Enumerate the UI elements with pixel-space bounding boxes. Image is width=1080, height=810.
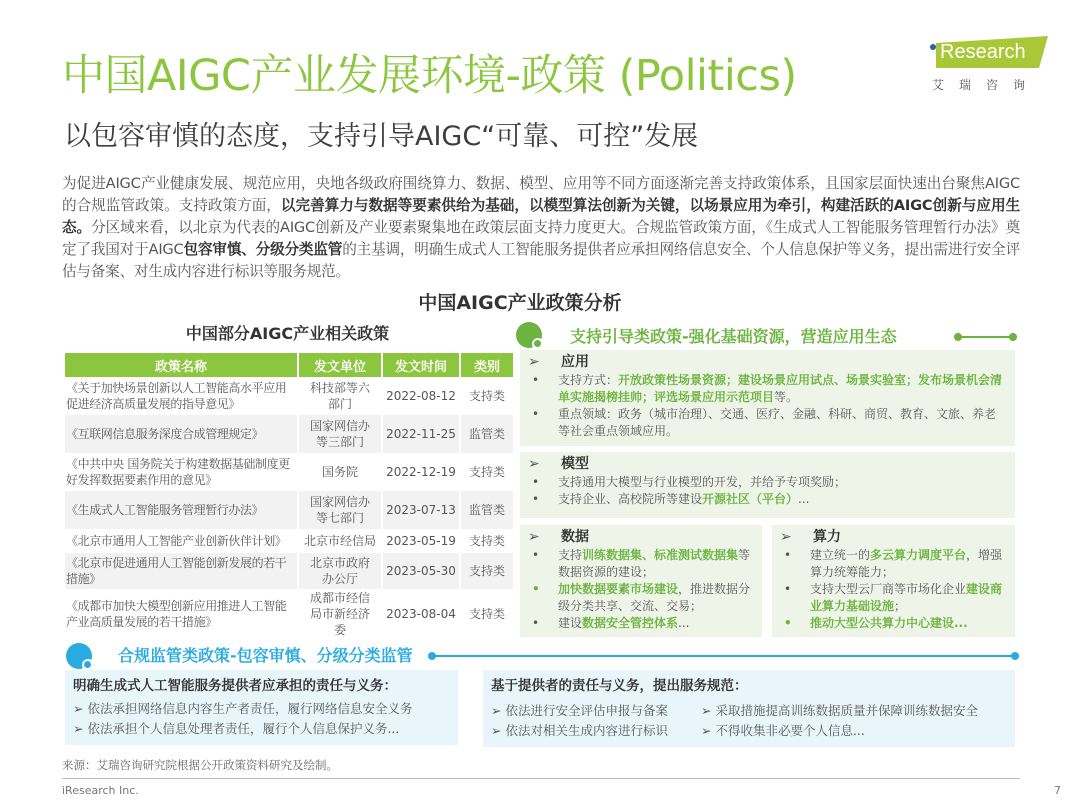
policy-name: 《关于加快场景创新以人工智能高水平应用促进经济高质量发展的指导意见》 xyxy=(66,381,287,411)
list-item: 支持企业、高校院所等建设开源社区（平台）... xyxy=(558,492,810,506)
column-header: 发文时间 xyxy=(383,353,459,377)
category: 支持类 xyxy=(468,534,505,548)
column-header: 政策名称 xyxy=(65,353,297,377)
box-heading: 基于提供者的责任与义务，提出服务规范： xyxy=(491,678,748,694)
box-data xyxy=(520,525,762,637)
issue-date: 2023-05-19 xyxy=(386,534,456,548)
logo-cn: 艾瑞咨询 xyxy=(932,78,1041,92)
list-item: ➢ 不得收集非必要个人信息... xyxy=(701,723,865,738)
policy-name: 《北京市促进通用人工智能创新发展的若干措施》 xyxy=(65,553,297,589)
box-heading: 算力 xyxy=(813,529,841,545)
list-item: 建立统一的多云算力调度平台，增强算力统筹能力； xyxy=(810,548,1003,579)
table-row xyxy=(65,589,513,639)
box-compute xyxy=(772,525,1015,637)
box-heading: 模型 xyxy=(561,456,589,472)
category: 监管类 xyxy=(461,415,513,453)
list-item: ➢ 依法承担网络信息内容生产者责任，履行网络信息安全义务 xyxy=(73,701,413,716)
issuer: 科技部等六部门 xyxy=(309,381,370,411)
table-row xyxy=(65,415,513,453)
arrow-icon: ➢ xyxy=(780,529,792,545)
list-item: ➢ 依法对相关生成内容进行标识 xyxy=(491,723,668,738)
issuer: 国家网信办等三部门 xyxy=(299,415,381,453)
list-item: 建设数据安全管控体系... xyxy=(558,616,690,630)
page-title: 中国AIGC产业发展环境-政策 (Politics) xyxy=(62,51,797,101)
table-title: 中国部分AIGC产业相关政策 xyxy=(185,324,390,343)
issuer: 国家网信办等七部门 xyxy=(299,491,381,529)
support-section-title: 支持引导类政策-强化基础资源，营造应用生态 xyxy=(570,327,897,346)
category: 支持类 xyxy=(468,465,505,479)
para-seg: 为促进AIGC产业健康发展、规范应用，央地各级政府围绕算力、数据、模型、应用等不同方面逐渐完善支持政策体系，且国家层面快速出台聚焦AIGC的合规监管政策。支持政策方面， xyxy=(62,175,1020,214)
box-heading: 明确生成式人工智能服务提供者应承担的责任与义务： xyxy=(73,678,397,694)
table-row xyxy=(65,377,513,415)
para-seg: 分区域来看，以北京为代表的AIGC创新及产业要素聚集地在政策层面支持力度更大。合规监管政策方面，《生成式人工智能服务管理暂行办法》奠定了我国对于AIGC xyxy=(62,219,1020,258)
bullet-icon: • xyxy=(532,616,540,630)
arrow-icon: ➢ xyxy=(528,456,540,472)
issue-date: 2023-08-04 xyxy=(386,607,456,621)
bullet-icon: • xyxy=(532,407,540,421)
issuer: 成都市经信局市新经济委 xyxy=(309,591,370,637)
bullet-icon: • xyxy=(784,616,792,630)
bullet-icon: • xyxy=(532,582,540,596)
policy-name: 《北京市通用人工智能产业创新伙伴计划》 xyxy=(66,534,287,548)
regulation-section-title: 合规监管类政策-包容审慎、分级分类监管 xyxy=(118,646,413,665)
list-item: 推动大型公共算力中心建设... xyxy=(810,616,968,630)
decorative-line xyxy=(432,655,1015,657)
category: 支持类 xyxy=(468,389,505,403)
table-row xyxy=(65,491,513,529)
category: 支持类 xyxy=(468,607,505,621)
regulation-section-icon xyxy=(66,643,92,669)
para-seg-bold: 以完善算力与数据等要素供给为基础，以模型算法创新为关键，以场景应用为牵引，构建活跃的AIGC创新与应用生态。 xyxy=(62,197,1020,236)
box-model xyxy=(520,452,1015,518)
issue-date: 2022-12-19 xyxy=(386,465,456,479)
column-header: 发文单位 xyxy=(299,353,381,377)
box-heading: 应用 xyxy=(561,354,589,370)
policy-name: 《中共中央 国务院关于构建数据基础制度更好发挥数据要素作用的意见》 xyxy=(66,457,290,487)
page-subtitle: 以包容审慎的态度，支持引导AIGC“可靠、可控”发展 xyxy=(64,121,699,152)
para-seg-bold: 包容审慎、分级分类监管 xyxy=(183,241,343,258)
bullet-icon: • xyxy=(532,548,540,562)
section-heading: 中国AIGC产业政策分析 xyxy=(418,292,622,314)
iresearch-logo xyxy=(928,36,1048,94)
issuer: 国务院 xyxy=(321,465,358,479)
footer-copyright: iResearch Inc. xyxy=(62,784,139,797)
list-item: 重点领域：政务（城市治理）、交通、医疗、金融、科研、商贸、教育、文旅、养老等社会重点领域应用。 xyxy=(558,407,997,438)
support-section-icon xyxy=(516,322,542,348)
intro-paragraph xyxy=(62,173,1020,283)
list-item: 支持通用大模型与行业模型的开发，并给予专项奖励； xyxy=(558,475,847,489)
issuer: 北京市经信局 xyxy=(303,534,376,548)
arrow-icon: ➢ xyxy=(528,354,540,370)
policy-name: 《成都市加快大模型创新应用推进人工智能产业高质量发展的若干措施》 xyxy=(66,599,287,629)
para-seg: 的主基调，明确生成式人工智能服务提供者应承担网络信息安全、个人信息保护等义务，提出需进行安全评估与备案、对生成内容进行标识等服务规范。 xyxy=(62,241,1020,280)
issuer: 北京市政府办公厅 xyxy=(299,553,381,589)
issue-date: 2023-05-30 xyxy=(383,553,459,589)
regulation-right-box xyxy=(483,670,1015,747)
list-item: 支持大型云厂商等市场化企业建设商业算力基础设施； xyxy=(810,582,1003,613)
list-item: ➢ 依法承担个人信息处理者责任，履行个人信息保护义务... xyxy=(73,721,400,736)
table-row xyxy=(65,529,513,553)
list-item: ➢ 采取措施提高训练数据质量并保障训练数据安全 xyxy=(701,703,978,718)
list-item: 支持训练数据集、标准测试数据集等数据资源的建设； xyxy=(558,548,751,579)
box-application xyxy=(520,350,1015,446)
list-item: ➢ 依法进行安全评估申报与备案 xyxy=(491,703,668,718)
policy-name: 《生成式人工智能服务管理暂行办法》 xyxy=(65,491,297,529)
bullet-icon: • xyxy=(532,492,540,506)
issue-date: 2023-07-13 xyxy=(383,491,459,529)
box-heading: 数据 xyxy=(561,529,589,545)
bullet-icon: • xyxy=(532,373,540,387)
table-row xyxy=(65,453,513,491)
bullet-icon: • xyxy=(784,548,792,562)
bullet-icon: • xyxy=(784,582,792,596)
decorative-line xyxy=(958,336,1013,338)
footer-divider xyxy=(62,778,1020,779)
category: 监管类 xyxy=(461,491,513,529)
list-item: 支持方式：开放政策性场景资源；建设场景应用试点、场景实验室；发布场景机会清单实施揭榜挂帅；评选场景应用示范项目等。 xyxy=(558,373,1003,404)
policy-name: 《互联网信息服务深度合成管理规定》 xyxy=(65,415,297,453)
regulation-left-box xyxy=(65,670,458,745)
bullet-icon: • xyxy=(532,475,540,489)
source-note: 来源：艾瑞咨询研究院根据公开政策资料研究及绘制。 xyxy=(62,758,338,772)
logo-word: Research xyxy=(940,41,1026,63)
policy-table xyxy=(63,353,515,639)
arrow-icon: ➢ xyxy=(528,529,540,545)
table-row xyxy=(65,553,513,589)
issue-date: 2022-08-12 xyxy=(386,389,456,403)
category: 支持类 xyxy=(461,553,513,589)
page-number: 7 xyxy=(1054,784,1061,797)
issue-date: 2022-11-25 xyxy=(383,415,459,453)
list-item: 加快数据要素市场建设，推进数据分级分类共享、交流、交易； xyxy=(558,582,751,613)
column-header: 类别 xyxy=(461,353,513,377)
